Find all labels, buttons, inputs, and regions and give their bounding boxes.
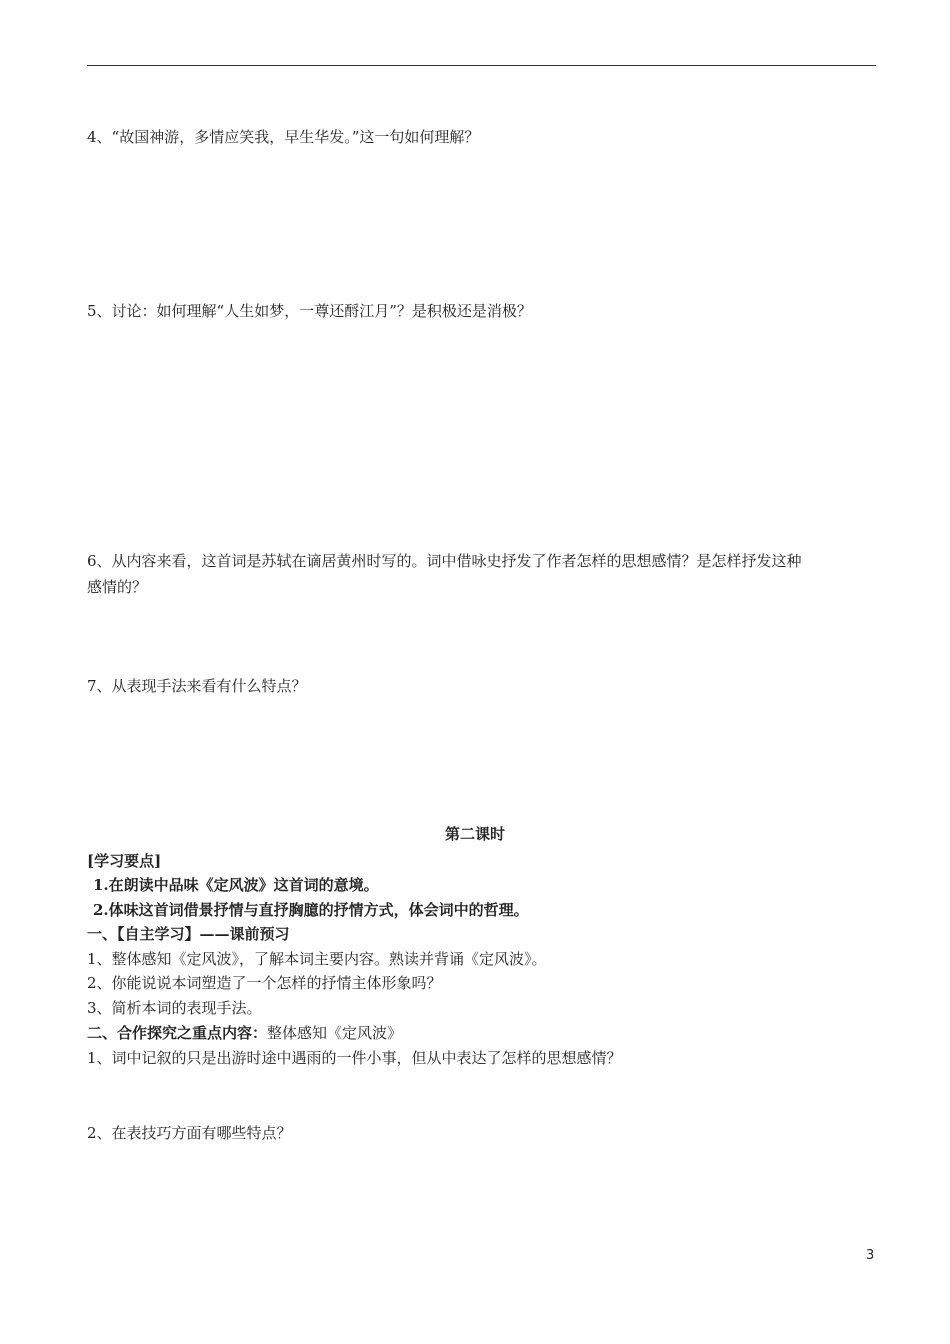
question-7: 7、从表现手法来看有什么特点？	[87, 677, 307, 695]
section-2-heading-rest: 整体感知《定风波》	[267, 1024, 403, 1042]
learning-point-1: 1.在朗读中品味《定风波》这首词的意境。	[93, 876, 379, 894]
section-2-heading	[87, 1020, 876, 1046]
section-2-heading-bold: 二、合作探究之重点内容：	[87, 1024, 268, 1042]
question-6-line-1: 6、从内容来看，这首词是苏轼在谪居黄州时写的。词中借咏史抒发了作者怎样的思想感情？是怎样抒发这种	[87, 552, 802, 570]
learning-points-heading: [学习要点]	[87, 852, 162, 870]
question-6-line-2: 感情的？	[87, 578, 148, 596]
learning-point-2: 2.体味这首词借景抒情与直抒胸臆的抒情方式，体会词中的哲理。	[93, 901, 529, 919]
section-1-item-2: 2、你能说说本词塑造了一个怎样的抒情主体形象吗？	[87, 974, 442, 992]
page-number: 3	[866, 1248, 875, 1263]
section-1-item-1: 1、整体感知《定风波》，了解本词主要内容。熟读并背诵《定风波》。	[87, 950, 547, 968]
lesson-2-title: 第二课时	[444, 825, 505, 843]
section-2-item-2: 2、在表技巧方面有哪些特点？	[87, 1124, 292, 1142]
header-rule	[87, 65, 876, 66]
section-1-item-3: 3、简析本词的表现手法。	[87, 999, 262, 1017]
question-5: 5、讨论：如何理解“人生如梦，一尊还酹江月”？是积极还是消极？	[87, 302, 532, 320]
section-1-heading: 一、【自主学习】——课前预习	[87, 925, 290, 943]
section-2-item-1: 1、词中记叙的只是出游时途中遇雨的一件小事，但从中表达了怎样的思想感情？	[87, 1049, 622, 1067]
question-4: 4、“故国神游，多情应笑我，早生华发。”这一句如何理解？	[87, 128, 480, 146]
